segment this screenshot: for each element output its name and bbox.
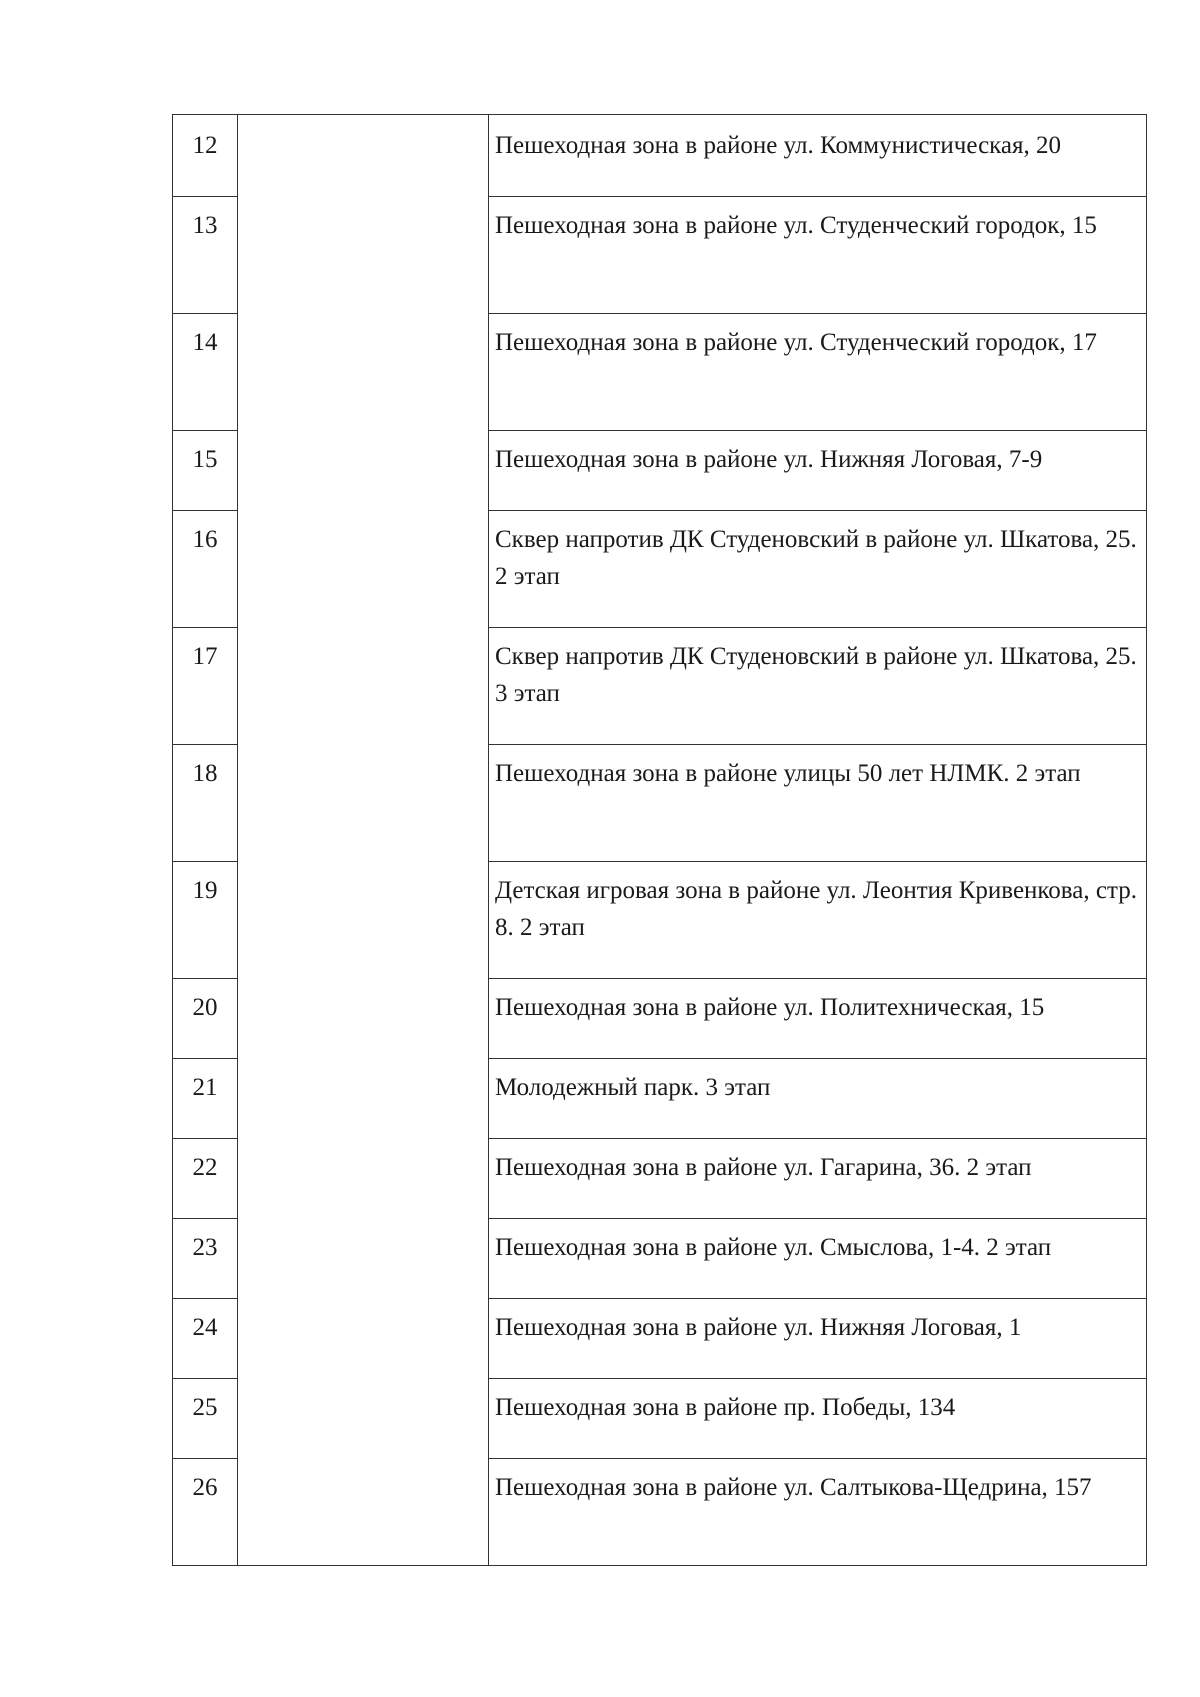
table-row: [173, 1137, 1146, 1217]
row-number: 14: [192, 329, 218, 356]
row-number: 23: [192, 1234, 218, 1261]
row-number: 26: [192, 1474, 218, 1501]
row-description: Пешеходная зона в районе пр. Победы, 134: [495, 1394, 956, 1421]
table-row: [173, 743, 1146, 860]
row-description: Пешеходная зона в районе ул. Гагарина, 36. 2 этап: [495, 1154, 1032, 1181]
row-description: Пешеходная зона в районе улицы 50 лет НЛМК. 2 этап: [495, 760, 1081, 787]
row-number: 21: [192, 1074, 218, 1101]
row-number: 19: [192, 877, 218, 904]
row-description: Сквер напротив ДК Студеновский в районе ул. Шкатова, 25. 3 этап: [495, 643, 1137, 707]
table-row: [173, 977, 1146, 1057]
table-row: [173, 1377, 1146, 1457]
table-row: [173, 626, 1146, 743]
table-row: [173, 115, 1146, 195]
row-description: Сквер напротив ДК Студеновский в районе ул. Шкатова, 25. 2 этап: [495, 526, 1137, 590]
row-number: 15: [192, 446, 218, 473]
table-row: [173, 509, 1146, 626]
row-description: Пешеходная зона в районе ул. Студенческий городок, 17: [495, 329, 1097, 356]
table-row: [173, 195, 1146, 312]
row-description: Детская игровая зона в районе ул. Леонтия Кривенкова, стр. 8. 2 этап: [495, 877, 1137, 941]
row-description: Пешеходная зона в районе ул. Нижняя Логовая, 1: [495, 1314, 1022, 1341]
row-number: 17: [192, 643, 218, 670]
row-description: Молодежный парк. 3 этап: [495, 1074, 771, 1101]
table-row: [173, 1297, 1146, 1377]
row-number: 16: [192, 526, 218, 553]
row-description: Пешеходная зона в районе ул. Смыслова, 1-4. 2 этап: [495, 1234, 1052, 1261]
row-description: Пешеходная зона в районе ул. Студенческий городок, 15: [495, 212, 1097, 239]
row-number: 13: [192, 212, 218, 239]
row-description: Пешеходная зона в районе ул. Нижняя Логовая, 7-9: [495, 446, 1043, 473]
row-number: 20: [192, 994, 218, 1021]
row-number: 24: [192, 1314, 218, 1341]
row-description: Пешеходная зона в районе ул. Коммунистическая, 20: [495, 132, 1062, 159]
table-row: [173, 312, 1146, 429]
table-row: [173, 1057, 1146, 1137]
table-row: [173, 1457, 1146, 1573]
table-row: [173, 429, 1146, 509]
row-number: 12: [192, 132, 218, 159]
row-number: 25: [192, 1394, 218, 1421]
row-number: 18: [192, 760, 218, 787]
table-row: [173, 1217, 1146, 1297]
document-table: [172, 114, 1147, 1566]
row-description: Пешеходная зона в районе ул. Политехническая, 15: [495, 994, 1045, 1021]
row-description: Пешеходная зона в районе ул. Салтыкова-Щедрина, 157: [495, 1474, 1092, 1501]
table-row: [173, 860, 1146, 977]
row-number: 22: [192, 1154, 218, 1181]
